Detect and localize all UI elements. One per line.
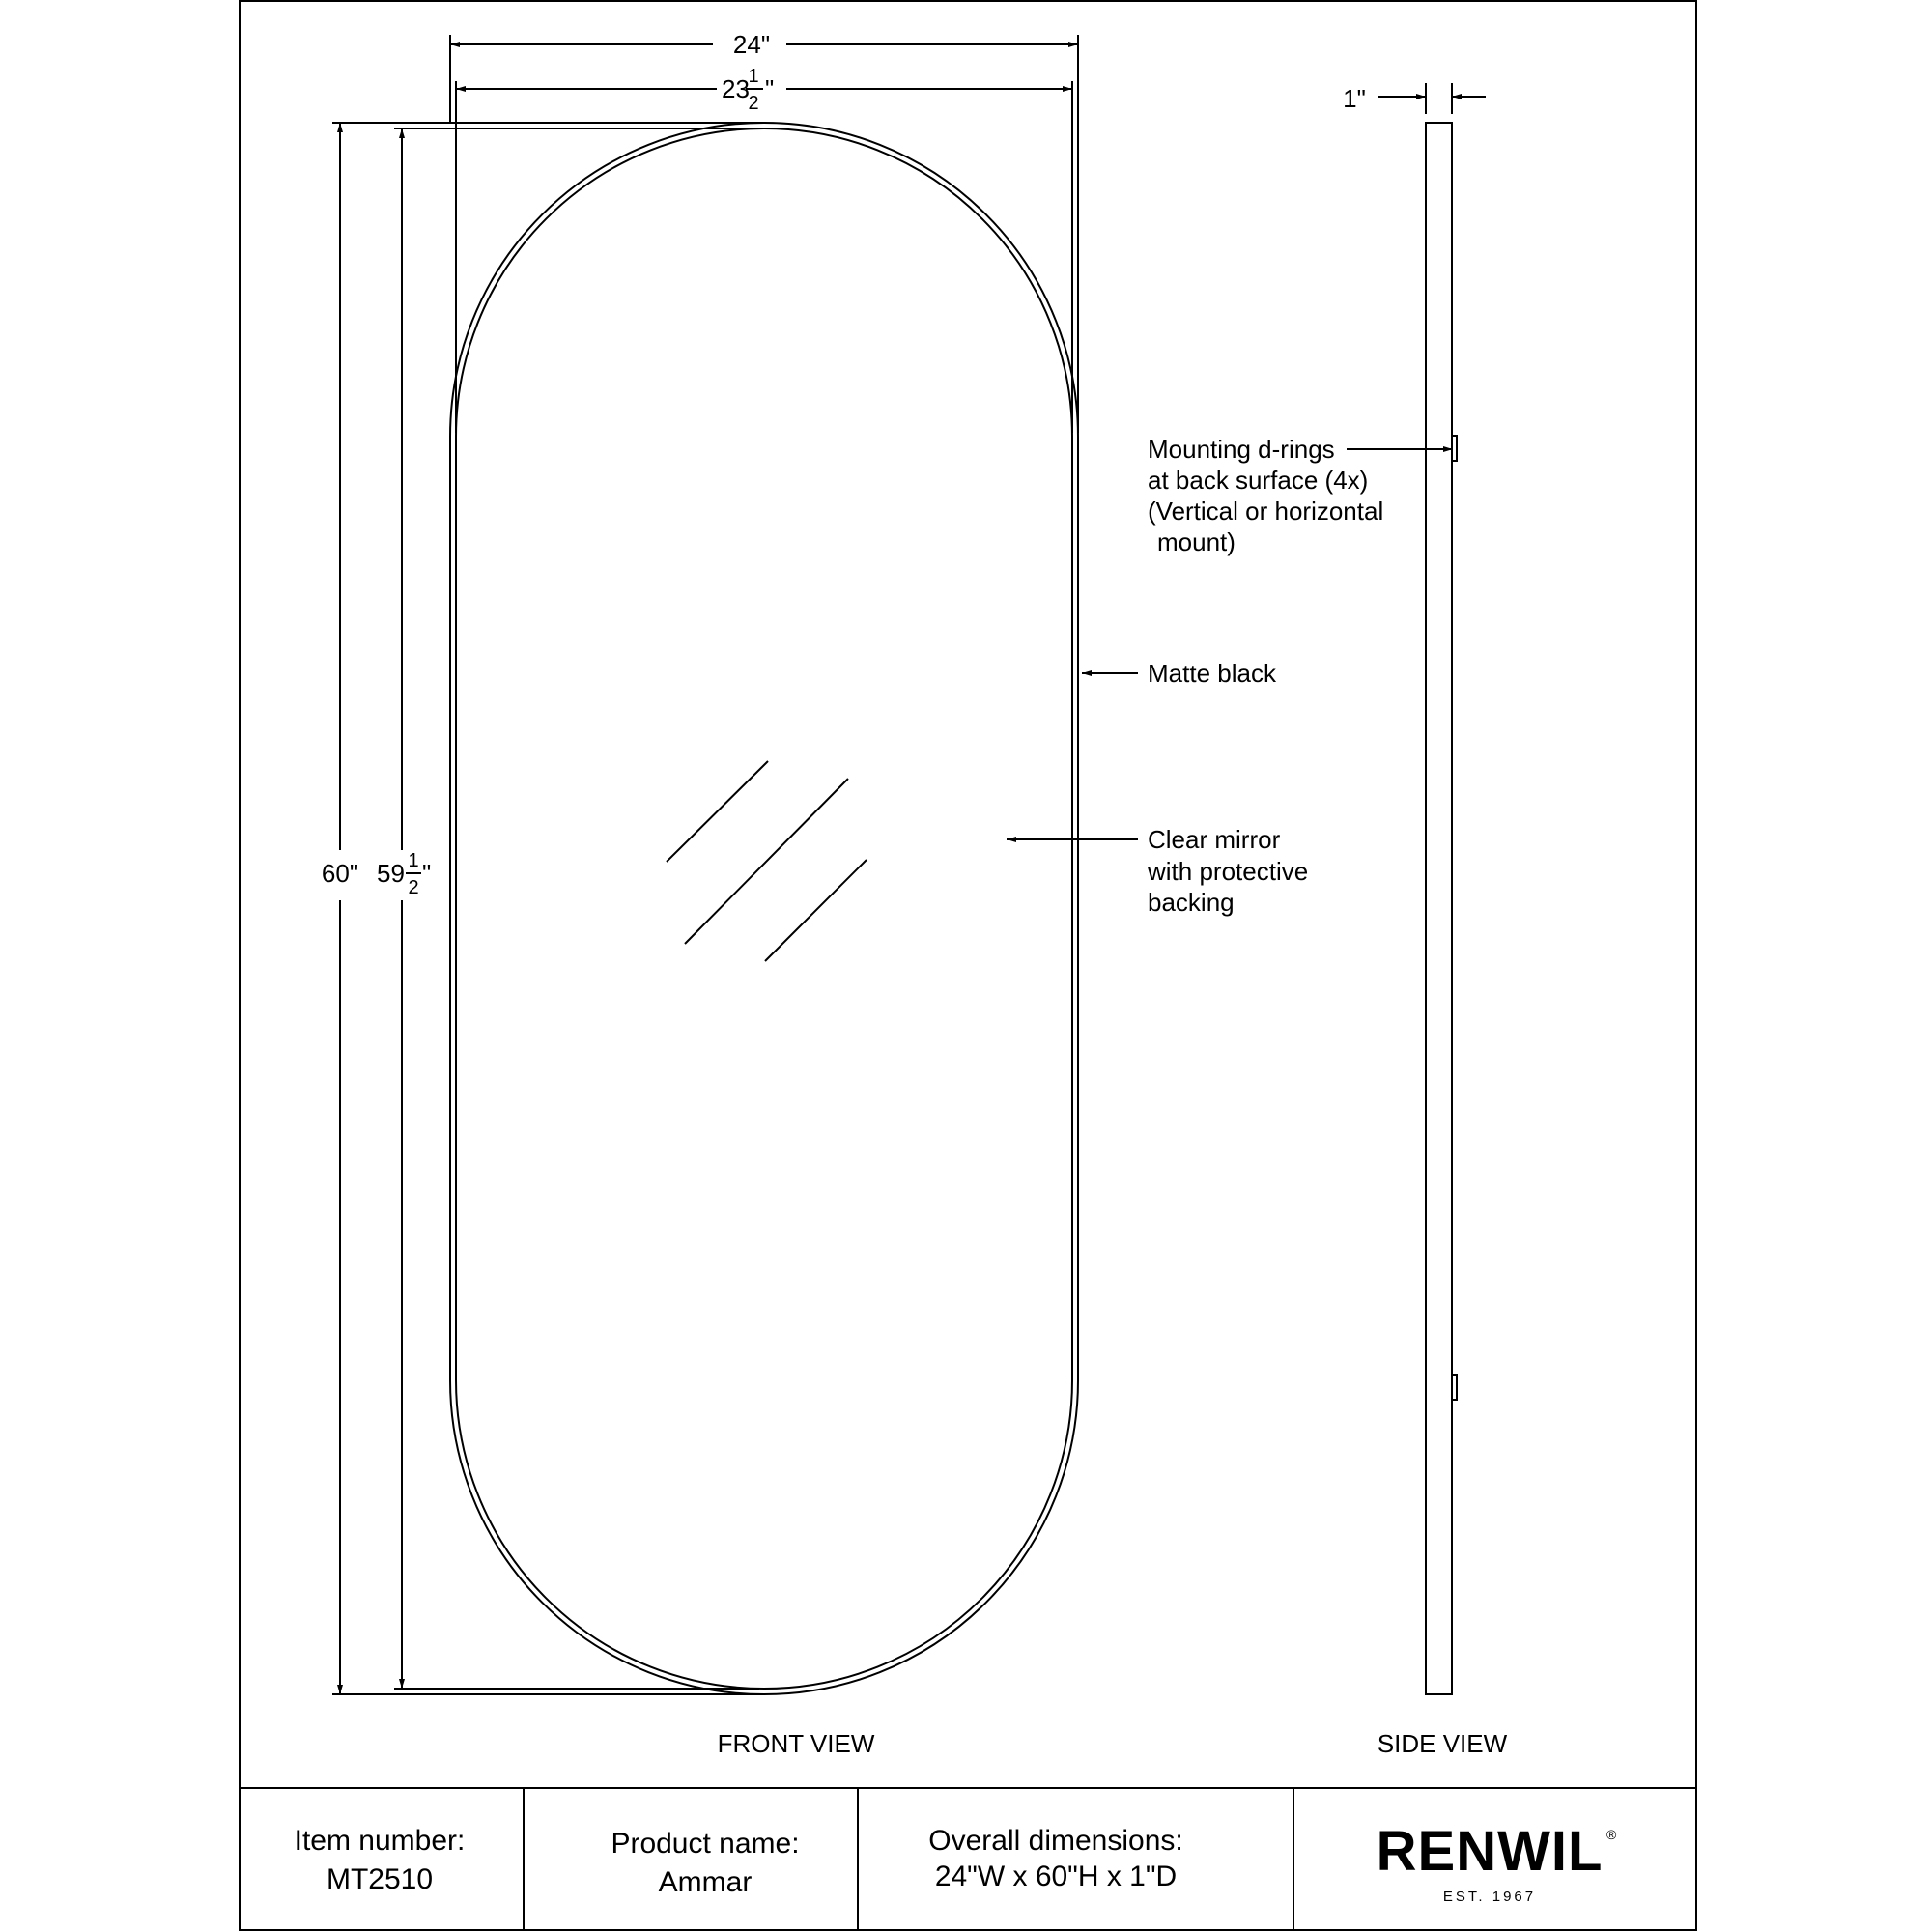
mirror-glass-inner — [456, 128, 1072, 1689]
svg-text:Clear mirror: Clear mirror — [1148, 825, 1281, 854]
mirror-side-view — [1426, 123, 1457, 1694]
svg-text:backing: backing — [1148, 888, 1235, 917]
brand-wordmark: RENWIL — [1376, 1820, 1604, 1883]
sheet-border — [240, 1, 1696, 1930]
brand-established: EST. 1967 — [1442, 1889, 1537, 1905]
svg-text:mount): mount) — [1157, 527, 1236, 556]
svg-text:2: 2 — [748, 93, 759, 114]
item-number-label: Item number: — [294, 1825, 466, 1857]
svg-text:at back surface (4x): at back surface (4x) — [1148, 466, 1369, 495]
d-ring-lower — [1452, 1375, 1457, 1400]
width-dimension-inner — [456, 81, 1072, 433]
brand-logo — [1377, 1820, 1617, 1905]
svg-text:": " — [422, 859, 432, 888]
height-overall-label: 60" — [321, 859, 359, 888]
svg-text:1: 1 — [748, 66, 759, 87]
brand-registered-mark: ® — [1606, 1827, 1617, 1842]
svg-text:with protective: with protective — [1148, 857, 1309, 886]
product-name-label: Product name: — [611, 1828, 800, 1860]
overall-dimensions-label: Overall dimensions: — [928, 1825, 1183, 1857]
height-inner-label — [377, 850, 431, 898]
height-dimension-overall — [332, 123, 763, 1694]
svg-text:23: 23 — [722, 74, 750, 103]
item-number-value: MT2510 — [326, 1863, 434, 1895]
svg-text:59: 59 — [377, 859, 405, 888]
side-view-title: SIDE VIEW — [1377, 1729, 1508, 1758]
callout-frame-text: Matte black — [1148, 659, 1276, 688]
front-view-title: FRONT VIEW — [717, 1729, 875, 1758]
width-overall-label: 24" — [732, 30, 771, 59]
svg-text:(Vertical or horizontal: (Vertical or horizontal — [1148, 497, 1384, 526]
mirror-frame-outer — [450, 123, 1078, 1694]
callout-mounting-text — [1148, 435, 1383, 556]
overall-dimensions-value: 24"W x 60"H x 1"D — [934, 1861, 1178, 1892]
mirror-front-view — [450, 123, 1078, 1694]
svg-text:": " — [765, 74, 775, 103]
svg-text:1: 1 — [408, 850, 419, 871]
reflection-lines — [667, 761, 867, 961]
depth-label: 1" — [1343, 84, 1366, 113]
svg-text:2: 2 — [408, 877, 419, 898]
product-name-value: Ammar — [658, 1866, 753, 1898]
width-inner-label — [722, 66, 774, 114]
callout-mirror-text — [1147, 825, 1308, 917]
depth-dimension — [1378, 83, 1486, 114]
svg-text:Mounting d-rings: Mounting d-rings — [1148, 435, 1335, 464]
side-profile — [1426, 123, 1452, 1694]
width-dimension-overall — [450, 35, 1078, 433]
d-ring-upper — [1452, 436, 1457, 461]
height-dimension-inner — [394, 128, 759, 1689]
